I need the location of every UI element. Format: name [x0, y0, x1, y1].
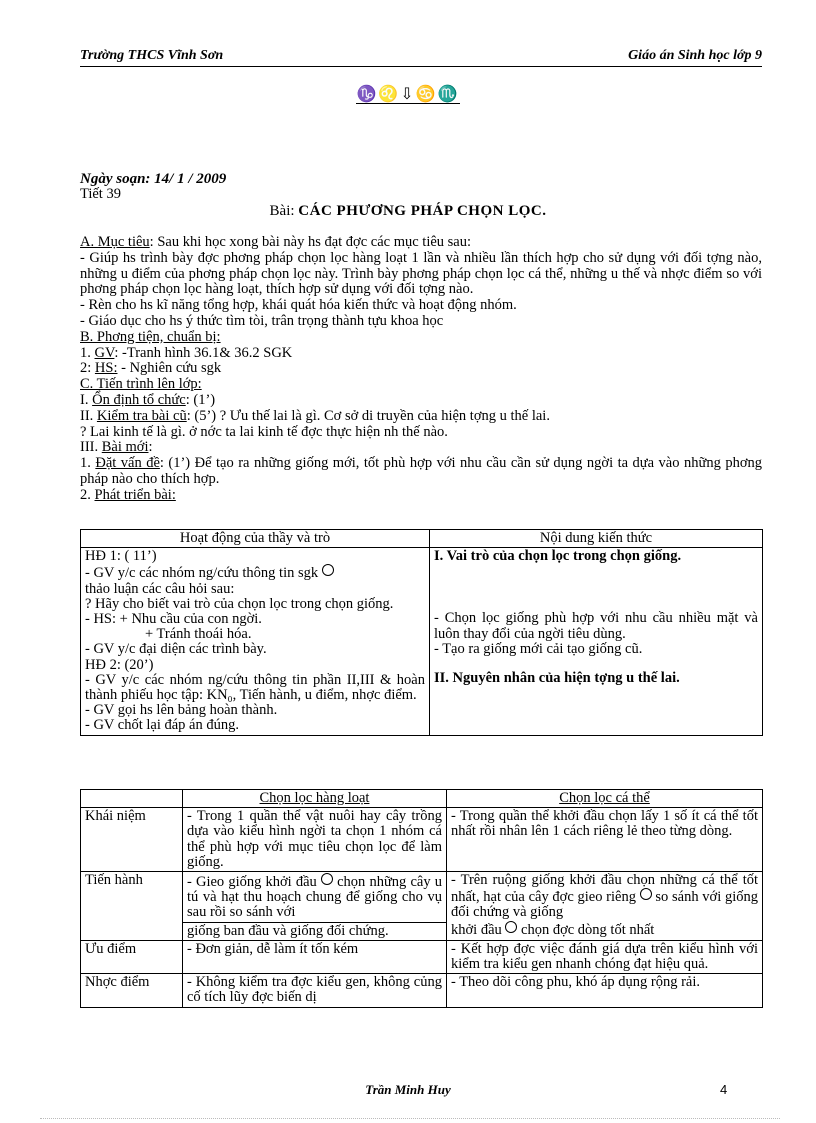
objective-1: - Giúp hs trình bày đợc phơng pháp chọn lọc hàng loạt 1 lần và nhiều lần thích hợp cho sử dụng với đối tợng nào, những u điểm của phơng pháp chọn lọc này. Trình bày phơng pháp chọn lọc cá thể, những u thế và nhợc điểm so với phơng pháp chọn lọc hàng loạt, thích hợp sử dụng với đối tợng nào.: [80, 249, 762, 298]
cell: - Không kiểm tra đợc kiểu gen, không củng cố tích lũy đợc biến dị: [183, 974, 447, 1007]
step-3-1: 1. Đặt vấn đề: (1’) Để tạo ra những giống mới, tốt phù hợp với nhu cầu cần sử dụng ngời ta dựa vào những phơng pháp nào cho thích hợp.: [80, 455, 762, 487]
page-number: 4: [720, 1082, 728, 1097]
cell: - Gieo giống khởi đầu chọn những cây u tú và hạt thu hoạch chung để giống cho vụ sau rồi so sánh với: [183, 872, 447, 923]
circle-icon: [505, 921, 517, 933]
objective-3: - Giáo dục cho hs ý thức tìm tòi, trân trọng thành tựu khoa học: [80, 312, 444, 329]
activity-table: [80, 529, 763, 736]
prep-hs: 2: HS: - Nghiên cứu sgk: [80, 360, 222, 377]
step-3-label: Bài mới: [101, 439, 149, 456]
objective-2: - Rèn cho hs kĩ năng tổng hợp, khái quát hóa kiến thức và hoạt động nhóm.: [80, 297, 517, 314]
title-text: CÁC PHƯƠNG PHÁP CHỌN LỌC.: [298, 203, 547, 219]
step-3-2: 2. Phát triển bài:: [80, 486, 176, 503]
section-a-label: A. Mục tiêu: [80, 234, 150, 250]
activity-line: - GV gọi hs lên bảng hoàn thành.: [85, 702, 278, 719]
activity-line: - GV y/c các nhóm ng/cứu thông tin sgk: [85, 564, 425, 581]
cell: - Trong 1 quần thể vật nuôi hay cây trồng dựa vào kiểu hình ngời ta chọn 1 nhóm cá thể phù hợp với mục tiêu chọn lọc để làm giống.: [183, 808, 447, 872]
section-c-label: C. Tiến trình lên lớp:: [80, 376, 202, 393]
spacer: [434, 657, 758, 671]
comparison-table: [80, 789, 763, 1008]
cell: - Đơn giản, dễ làm ít tốn kém: [183, 940, 447, 973]
step-3-1-text: : (1’) Để tạo ra những giống mới, tốt phù hợp với nhu cầu cần sử dụng ngời ta dựa vào những phơng pháp nào cho thích hợp.: [80, 455, 762, 487]
ornament: [0, 84, 816, 104]
col-individual-selection: Chọn lọc cá thể: [447, 790, 763, 808]
cell: - Kết hợp đợc việc đánh giá dựa trên kiểu hình với kiểm tra kiểu gen nhanh chóng đạt hiệu quả.: [447, 940, 763, 973]
activity-header: Hoạt động của thầy và trò: [81, 530, 430, 548]
col-mass-selection: Chọn lọc hàng loạt: [183, 790, 447, 808]
table-row: [81, 872, 763, 923]
circle-icon: [322, 564, 334, 576]
title-prefix: Bài:: [269, 203, 299, 219]
step-3: III. Bài mới:: [80, 439, 153, 456]
activity-line: - HS: + Nhu cầu của con ngời.: [85, 611, 262, 628]
lesson-title: [0, 203, 816, 220]
section-a-text: : Sau khi học xong bài này hs đạt đợc các mục tiêu sau:: [149, 234, 472, 250]
table-row: [81, 940, 763, 973]
activity-line: - GV chốt lại đáp án đúng.: [85, 717, 239, 734]
step-2: II. Kiểm tra bài cũ: (5’) ? Ưu thế lai là gì. Cơ sở di truyền của hiện tợng u thế lai.: [80, 407, 550, 424]
activity-line: - GV y/c các nhóm ng/cứu thông tin phần II,III & hoàn thành phiếu học tập: KN₀, Tiến hành, u điểm, nhợc điểm.: [85, 671, 425, 704]
spacer: [434, 564, 758, 611]
header-rule: [80, 66, 762, 67]
cell: - Trên ruộng giống khởi đầu chọn những cá thể tốt nhất, hạt của cây đợc gieo riêng so sánh với giống đối chứng và giống khởi đầu chọn đợc dòng tốt nhất: [447, 872, 763, 941]
prep-date: Ngày soạn: 14/ 1 / 2009: [80, 171, 227, 187]
circle-icon: [640, 888, 652, 900]
step-3-1-label: Đặt vấn đề: [95, 455, 160, 472]
author: Trần Minh Huy: [365, 1082, 451, 1097]
step-1-label: Ổn định tổ chức: [92, 391, 186, 408]
prep-gv-label: GV: [94, 344, 115, 361]
section-b-label: B. Phơng tiện, chuẩn bị:: [80, 328, 221, 345]
footer-rule: [40, 1118, 780, 1119]
lesson-meta: [80, 172, 226, 202]
activity-line: ? Hãy cho biết vai trò của chọn lọc trong chọn giống.: [85, 595, 394, 612]
activity-line: - GV y/c đại diện các trình bày.: [85, 641, 267, 658]
step-2-text: : (5’) ? Ưu thế lai là gì. Cơ sở di truyền của hiện tợng u thế lai.: [186, 407, 550, 424]
prep-hs-text: - Nghiên cứu sgk: [117, 360, 222, 377]
prep-gv: 1. GV: -Tranh hình 36.1& 36.2 SGK: [80, 344, 293, 361]
prep-hs-label: HS:: [94, 360, 118, 377]
lesson-body: [80, 235, 762, 504]
corner-cell: [81, 790, 183, 808]
section-a: [80, 235, 762, 251]
table-row: [81, 808, 763, 872]
content-line: - Chọn lọc giống phù hợp với nhu cầu nhiều mặt và luôn thay đổi của ngời tiêu dùng.: [434, 610, 758, 642]
content-line: - Tạo ra giống mới cải tạo giống cũ.: [434, 640, 643, 657]
circle-icon: [321, 873, 333, 885]
table-row: [81, 974, 763, 1007]
row-label: Tiến hành: [81, 872, 183, 941]
step-1: I. Ổn định tổ chức: (1’): [80, 391, 216, 408]
activity-cell: [81, 548, 430, 735]
step-1-text: : (1’): [185, 391, 216, 408]
cell: giống ban đầu và giống đối chứng.: [183, 922, 447, 940]
row-label: Nhợc điểm: [81, 974, 183, 1007]
lesson-number: Tiết 39: [80, 186, 121, 202]
content-heading-1: I. Vai trò của chọn lọc trong chọn giống.: [434, 548, 682, 565]
row-label: Ưu điểm: [81, 940, 183, 973]
prep-gv-text: : -Tranh hình 36.1& 36.2 SGK: [114, 344, 293, 361]
hd1-label: HĐ 1: ( 11’): [85, 548, 157, 565]
ornament-symbols: ♑♌⇩♋♏: [356, 86, 460, 103]
step-3-2-label: Phát triển bài:: [94, 486, 176, 503]
content-cell: [430, 548, 763, 735]
step-2-question: ? Lai kinh tế là gì. ở nớc ta lai kinh tế đợc thực hiện nh thế nào.: [80, 423, 448, 440]
cell: - Trong quần thể khởi đầu chọn lấy 1 số ít cá thể tốt nhất rồi nhân lên 1 cách riêng lẻ theo từng dòng.: [447, 808, 763, 872]
row-label: Khái niệm: [81, 808, 183, 872]
hd2-label: HĐ 2: (20’): [85, 656, 154, 673]
activity-line: thảo luận các câu hỏi sau:: [85, 580, 235, 597]
cell: - Theo dõi công phu, khó áp dụng rộng rải.: [447, 974, 763, 1007]
content-heading-2: II. Nguyên nhân của hiện tợng u thế lai.: [434, 670, 680, 687]
step-2-label: Kiểm tra bài cũ: [96, 407, 187, 424]
content-header: Nội dung kiến thức: [430, 530, 763, 548]
school-name: Trường THCS Vĩnh Sơn: [80, 48, 224, 63]
activity-line: + Tránh thoái hóa.: [145, 626, 252, 643]
subject-name: Giáo án Sinh học lớp 9: [628, 48, 762, 63]
